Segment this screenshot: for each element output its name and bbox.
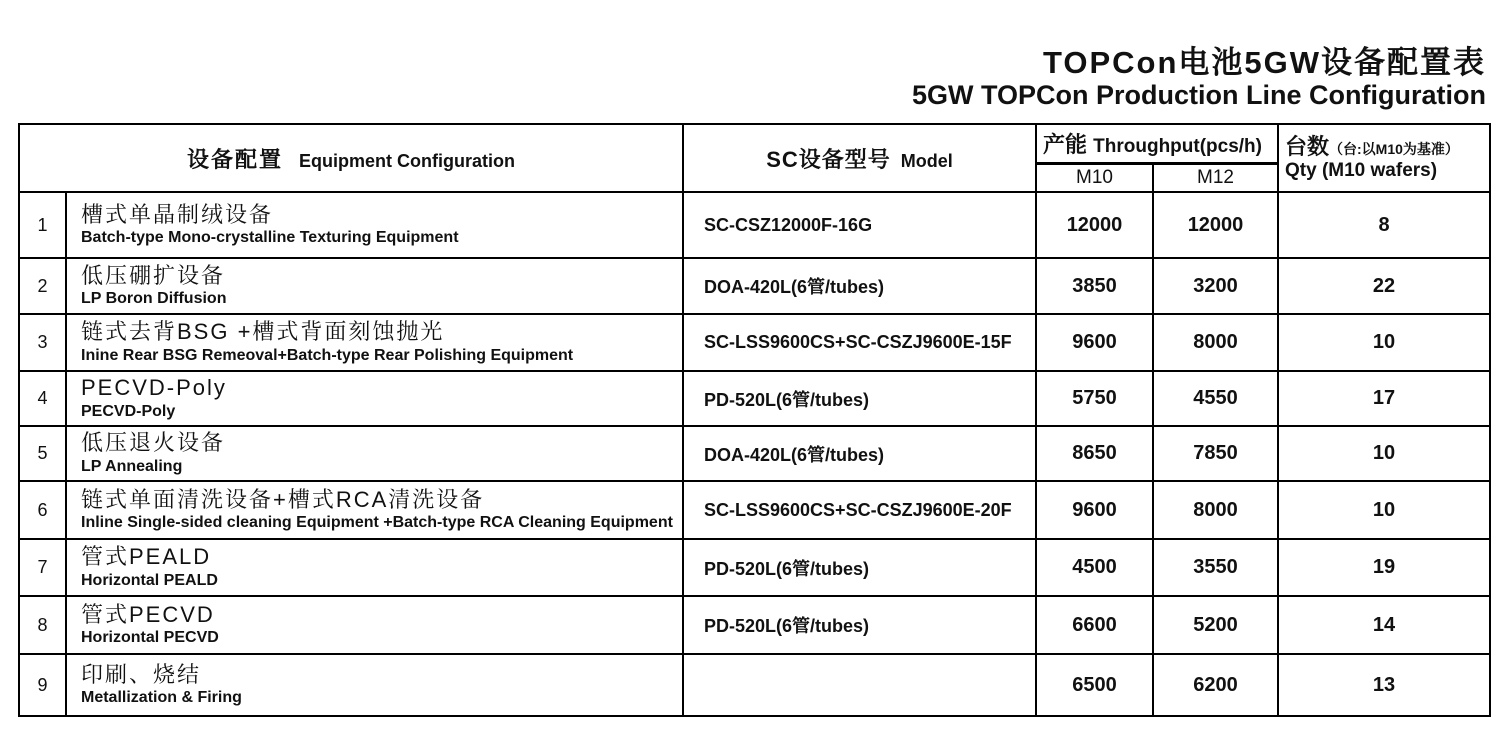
header-throughput-en: Throughput(pcs/h) (1093, 136, 1262, 158)
equipment-name-zh: 链式单面清洗设备+槽式RCA清洗设备 (81, 486, 485, 512)
m12-value: 3200 (1153, 258, 1278, 314)
table-row (19, 426, 1490, 481)
model-cell: SC-CSZ12000F-16G (683, 192, 1036, 258)
equipment-cell (66, 371, 683, 426)
equipment-name-zh: 印刷、烧结 (81, 661, 202, 687)
row-number: 6 (19, 481, 66, 539)
header-equipment-zh: 设备配置 (187, 146, 284, 172)
qty-value: 14 (1278, 596, 1490, 654)
m10-value: 3850 (1036, 258, 1153, 314)
table-row (19, 192, 1490, 258)
equipment-configuration-table (18, 123, 1491, 717)
header-model (683, 124, 1036, 192)
header-throughput (1036, 124, 1278, 164)
header-model-zh: SC设备型号 (766, 146, 891, 172)
model-cell (683, 654, 1036, 716)
equipment-name-zh: 链式去背BSG +槽式背面刻蚀抛光 (81, 319, 445, 345)
table-row (19, 596, 1490, 654)
model-cell: PD-520L(6管/tubes) (683, 539, 1036, 596)
qty-value: 13 (1278, 654, 1490, 716)
m12-value: 3550 (1153, 539, 1278, 596)
equipment-name-zh: 管式PEALD (81, 544, 212, 570)
equipment-cell (66, 258, 683, 314)
model-cell: DOA-420L(6管/tubes) (683, 258, 1036, 314)
m10-value: 6500 (1036, 654, 1153, 716)
m12-value: 8000 (1153, 481, 1278, 539)
equipment-name-en: LP Annealing (81, 457, 183, 475)
equipment-name-zh: 低压硼扩设备 (81, 262, 226, 288)
equipment-cell (66, 596, 683, 654)
table-row (19, 481, 1490, 539)
m12-value: 6200 (1153, 654, 1278, 716)
row-number: 2 (19, 258, 66, 314)
qty-value: 17 (1278, 371, 1490, 426)
row-number: 7 (19, 539, 66, 596)
equipment-name-en: PECVD-Poly (81, 402, 176, 420)
qty-value: 22 (1278, 258, 1490, 314)
row-number: 1 (19, 192, 66, 258)
equipment-cell (66, 481, 683, 539)
m12-value: 12000 (1153, 192, 1278, 258)
equipment-name-zh: 槽式单晶制绒设备 (81, 201, 274, 227)
model-cell: SC-LSS9600CS+SC-CSZJ9600E-20F (683, 481, 1036, 539)
model-cell: PD-520L(6管/tubes) (683, 596, 1036, 654)
header-model-en: Model (900, 150, 953, 171)
table-row (19, 258, 1490, 314)
header-equipment-en: Equipment Configuration (299, 150, 515, 171)
page-title-block (0, 0, 1500, 111)
qty-value: 10 (1278, 426, 1490, 481)
equipment-name-zh: 管式PECVD (81, 601, 215, 627)
page-title-zh: TOPCon电池5GW设备配置表 (1042, 45, 1486, 80)
equipment-name-zh: PECVD-Poly (81, 375, 227, 401)
header-m10: M10 (1036, 164, 1153, 193)
m12-value: 5200 (1153, 596, 1278, 654)
qty-value: 10 (1278, 314, 1490, 371)
row-number: 9 (19, 654, 66, 716)
m10-value: 9600 (1036, 481, 1153, 539)
header-qty-line1 (1285, 134, 1489, 160)
table-row (19, 314, 1490, 371)
m10-value: 12000 (1036, 192, 1153, 258)
m12-value: 7850 (1153, 426, 1278, 481)
qty-value: 8 (1278, 192, 1490, 258)
equipment-cell (66, 192, 683, 258)
row-number: 8 (19, 596, 66, 654)
header-m12: M12 (1153, 164, 1278, 193)
header-row-main (19, 124, 1490, 164)
header-throughput-zh: 产能 (1043, 132, 1088, 158)
m10-value: 9600 (1036, 314, 1153, 371)
m10-value: 8650 (1036, 426, 1153, 481)
header-qty-zh: 台数 (1285, 133, 1330, 159)
qty-value: 10 (1278, 481, 1490, 539)
row-number: 4 (19, 371, 66, 426)
table-row (19, 539, 1490, 596)
equipment-cell (66, 539, 683, 596)
m12-value: 4550 (1153, 371, 1278, 426)
equipment-name-en: Horizontal PEALD (81, 571, 218, 589)
row-number: 3 (19, 314, 66, 371)
model-cell: SC-LSS9600CS+SC-CSZJ9600E-15F (683, 314, 1036, 371)
equipment-name-en: LP Boron Diffusion (81, 290, 227, 308)
m10-value: 4500 (1036, 539, 1153, 596)
equipment-name-en: Metallization & Firing (81, 689, 242, 707)
model-cell: DOA-420L(6管/tubes) (683, 426, 1036, 481)
m10-value: 5750 (1036, 371, 1153, 426)
equipment-name-zh: 低压退火设备 (81, 430, 226, 456)
header-qty (1278, 124, 1490, 192)
m10-value: 6600 (1036, 596, 1153, 654)
equipment-cell (66, 654, 683, 716)
equipment-name-en: Inline Single-sided cleaning Equipment +Batch-type RCA Cleaning Equipment (81, 514, 673, 532)
equipment-cell (66, 314, 683, 371)
qty-value: 19 (1278, 539, 1490, 596)
header-qty-en: Qty (M10 wafers) (1285, 159, 1438, 181)
m12-value: 8000 (1153, 314, 1278, 371)
table-row (19, 371, 1490, 426)
header-equipment (19, 124, 683, 192)
row-number: 5 (19, 426, 66, 481)
header-qty-note: （台:以M10为基准） (1329, 140, 1459, 157)
equipment-name-en: Batch-type Mono-crystalline Texturing Equipment (81, 229, 459, 247)
table-row (19, 654, 1490, 716)
equipment-cell (66, 426, 683, 481)
model-cell: PD-520L(6管/tubes) (683, 371, 1036, 426)
page-title-en: 5GW TOPCon Production Line Configuration (912, 80, 1486, 111)
equipment-name-en: Inine Rear BSG Remeoval+Batch-type Rear Polishing Equipment (81, 346, 574, 364)
equipment-name-en: Horizontal PECVD (81, 629, 219, 647)
